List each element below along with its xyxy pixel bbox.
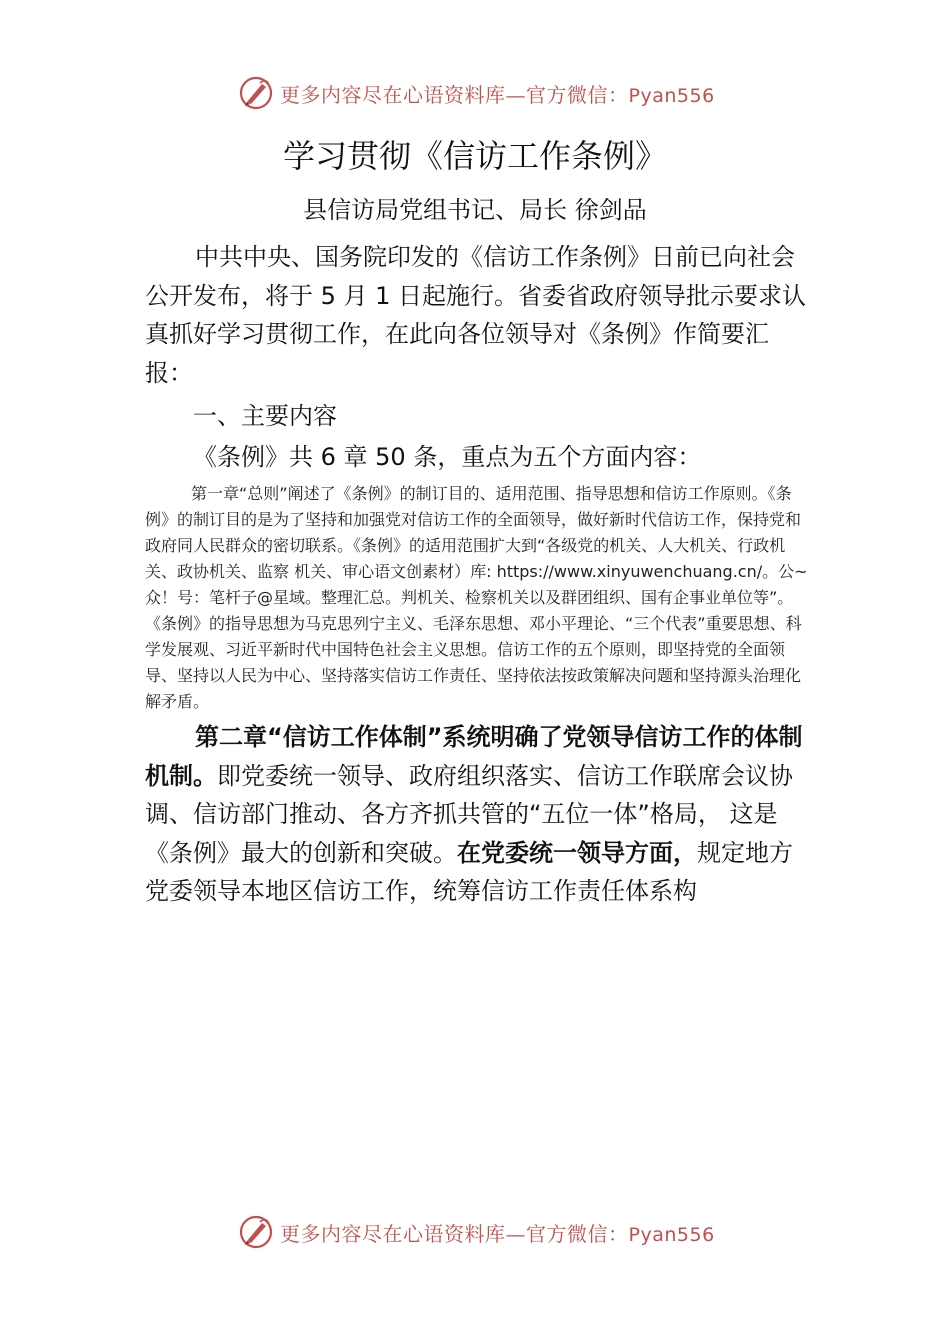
- chapter2-paragraph: 第二章“信访工作体制”系统明确了党领导信访工作的体制机制。即党委统一领导、政府组织落实、信访工作联席会议协调、信访部门推动、各方齐抓共管的“五位一体”格局， 这是《条例》最大的创新和突破。在党委统一领导方面，规定地方党委领导本地区信访工作，统筹信访工作责任体系构: [145, 723, 803, 905]
- footer-banner: [238, 1212, 738, 1252]
- header-banner: [238, 73, 738, 113]
- banner-text: 更多内容尽在心语资料库—官方微信：Pyan556: [280, 82, 715, 107]
- wechat-id: Pyan556: [628, 1223, 715, 1246]
- chapter2-bold-sub: 在党委统一领导方面，: [457, 838, 697, 867]
- chapter1-paragraph: 第一章“总则”阐述了《条例》的制订目的、适用范围、指导思想和信访工作原则。《条例》的制订目的是为了坚持和加强党对信访工作的全面领导，做好新时代信访工作，保持党和政府同人民群众的密切联系。《条例》的适用范围扩大到“各级党的机关、人大机关、行政机关、政协机关、监察 机关、审心语文创素材）库: https://www.xinyuwenchuang.cn/。公~众！号：笔杆子@星域。整理汇总。判机关、检察机关以及群团组织、国有企事业单位等”。《条例》的指导思想为马克思列宁主义、毛泽东思想、邓小平理论、“三个代表”重要思想、科学发展观、习近平新时代中国特色社会主义思想。信访工作的五个原则，即坚持党的全面领导、坚持以人民为中心、坚持落实信访工作责任、坚持依法按政策解决问题和坚持源头治理化解矛盾。: [145, 484, 808, 711]
- intro-paragraph: 中共中央、国务院印发的《信访工作条例》日前已向社会公开发布，将于 5 月 1 日起施行。省委省政府领导批示要求认真抓好学习贯彻工作，在此向各位领导对《条例》作简要汇报：: [145, 243, 807, 387]
- author-line: 县信访局党组书记、局长 徐剑品: [303, 196, 647, 224]
- chapter2-bold-lead: 第二章“信访工作体制”系统明确了党领导信访工作的体制机制。: [145, 723, 803, 790]
- pen-logo-icon: [238, 75, 274, 111]
- pen-logo-icon: [238, 1214, 274, 1250]
- banner-text: 更多内容尽在心语资料库—官方微信：Pyan556: [280, 1221, 715, 1246]
- section-heading: 一、主要内容: [193, 402, 337, 430]
- wechat-id: Pyan556: [628, 84, 715, 107]
- summary-line: 《条例》共 6 章 50 条，重点为五个方面内容：: [193, 443, 702, 471]
- document-title: 学习贯彻《信访工作条例》: [282, 137, 667, 175]
